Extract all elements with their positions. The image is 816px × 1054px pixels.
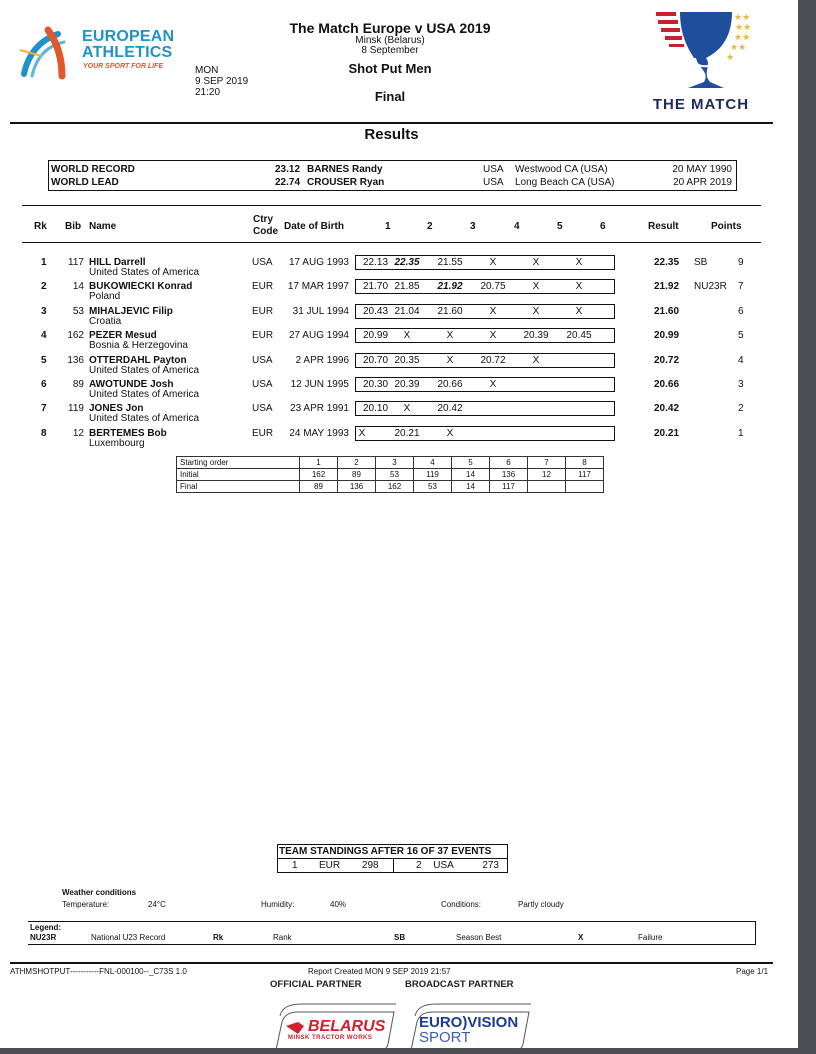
result: 20.21	[654, 427, 680, 439]
date-of-birth: 27 AUG 1994	[288, 330, 349, 342]
starting-order-table	[176, 456, 604, 493]
athlete-row	[0, 330, 798, 354]
eurovision-partner-logo	[403, 996, 533, 1050]
athlete-name: JONES Jon	[89, 403, 144, 415]
header-divider	[10, 122, 773, 124]
bib: 136	[67, 354, 84, 366]
attempt-1: 20.99	[363, 330, 389, 342]
svg-text:★: ★	[726, 53, 735, 63]
record-venue: Westwood CA (USA)	[515, 164, 608, 175]
ea-logo-line2: ATHLETICS	[82, 44, 173, 61]
team-standings-title: TEAM STANDINGS AFTER 16 OF 37 EVENTS	[278, 845, 508, 859]
team-points: 298	[348, 859, 394, 873]
col-bib: Bib	[65, 221, 82, 232]
result: 21.60	[654, 305, 680, 317]
team-standings-table	[277, 844, 508, 873]
attempt-3: 20.42	[437, 403, 463, 415]
attempt-5: X	[532, 281, 540, 293]
attempt-2: X	[403, 330, 411, 342]
rank: 1	[41, 257, 47, 268]
starting-order-header-row	[177, 457, 604, 469]
bib-cell: 136	[338, 481, 376, 493]
temperature-label: Temperature:	[62, 900, 110, 909]
points: 4	[738, 354, 744, 366]
attempt-5: X	[532, 354, 540, 366]
viewer-scrollbar[interactable]	[798, 0, 816, 1054]
record-date: 20 APR 2019	[673, 177, 732, 188]
rank: 4	[41, 330, 47, 342]
attempt-6: X	[575, 257, 583, 268]
attempt-1: 20.70	[363, 354, 389, 366]
attempt-2: 21.04	[394, 305, 420, 317]
attempt-6: 20.45	[566, 330, 592, 342]
points: 6	[738, 305, 744, 317]
order-cell: 2	[338, 457, 376, 469]
date-of-birth: 24 MAY 1993	[289, 427, 349, 439]
bib: 89	[72, 379, 84, 390]
athlete-row	[0, 281, 798, 305]
page-number: Page 1/1	[736, 967, 769, 976]
footer-divider	[10, 962, 773, 964]
attempt-3: 20.66	[437, 379, 463, 390]
col-attempt-4: 4	[514, 221, 520, 232]
eurovision-logo-text: EURO)VISION	[419, 1014, 519, 1031]
rank: 6	[41, 379, 47, 390]
venue: Minsk (Belarus)	[355, 35, 425, 46]
col-result: Result	[648, 221, 679, 232]
attempt-1: 22.13	[363, 257, 389, 268]
european-athletics-swoosh-icon	[18, 22, 82, 82]
athlete-nation: Poland	[89, 291, 121, 303]
date-of-birth: 2 APR 1996	[295, 354, 349, 366]
result: 20.42	[654, 403, 680, 415]
athlete-row	[0, 306, 798, 330]
section-title: Results	[364, 126, 419, 143]
print-day: MON	[195, 65, 219, 76]
order-cell: 7	[528, 457, 566, 469]
bib-cell: 14	[452, 481, 490, 493]
athlete-nation: United States of America	[89, 389, 200, 400]
broadcast-partner-label: BROADCAST PARTNER	[405, 979, 514, 990]
humidity-label: Humidity:	[261, 900, 295, 909]
belarus-logo-text: BELARUS	[308, 1018, 386, 1035]
bib-cell: 12	[528, 469, 566, 481]
col-attempt-3: 3	[470, 221, 476, 232]
bib: 14	[72, 281, 84, 293]
final-label: Final	[177, 481, 300, 493]
rank: 2	[41, 281, 47, 293]
trophy-icon	[640, 6, 760, 92]
temperature-value: 24°C	[148, 900, 166, 909]
country-code: USA	[252, 354, 273, 366]
attempt-1: 20.30	[363, 379, 389, 390]
attempt-4: 20.75	[480, 281, 506, 293]
result: 20.72	[654, 354, 680, 366]
attempt-2: 21.85	[394, 281, 420, 293]
points: 3	[738, 379, 744, 390]
starting-order-initial-row	[177, 469, 604, 481]
attempt-3: 21.60	[437, 305, 463, 317]
bib: 53	[72, 305, 84, 317]
bib-cell: 53	[414, 481, 452, 493]
attempt-1: 21.70	[363, 281, 389, 293]
attempt-4: X	[489, 330, 497, 342]
report-created: Report Created MON 9 SEP 2019 21:57	[308, 967, 451, 976]
legend-title: Legend:	[30, 923, 62, 932]
official-partner-label: OFFICIAL PARTNER	[270, 979, 362, 990]
team-points: 273	[466, 859, 508, 873]
attempt-3: X	[446, 330, 454, 342]
attempt-3: X	[446, 354, 454, 366]
svg-text:★★: ★★	[734, 13, 751, 23]
rank: 8	[41, 427, 47, 439]
attempt-6: X	[575, 305, 583, 317]
order-cell: 8	[566, 457, 604, 469]
rank: 5	[41, 354, 47, 366]
belarus-logo-subtext: MINSK TRACTOR WORKS	[288, 1035, 373, 1041]
legend-desc: Season Best	[456, 933, 502, 942]
athlete-row	[0, 257, 798, 281]
country-code: USA	[252, 257, 273, 268]
date-of-birth: 31 JUL 1994	[292, 305, 349, 317]
athlete-nation: Croatia	[89, 315, 122, 327]
attempt-2: 20.35	[394, 354, 420, 366]
bib-cell	[528, 481, 566, 493]
attempt-3: 21.92	[437, 281, 463, 293]
order-cell: 5	[452, 457, 490, 469]
date-of-birth: 12 JUN 1995	[290, 379, 349, 390]
legend-code: SB	[394, 933, 406, 942]
document-code: ATHMSHOTPUT-----------FNL-000100--_C73S 1.0	[10, 967, 187, 976]
bib-cell: 119	[414, 469, 452, 481]
record-row-world-lead	[49, 176, 736, 189]
team-name: EUR	[312, 859, 348, 873]
legend-desc: Failure	[638, 933, 663, 942]
country-code: EUR	[252, 330, 274, 342]
points: 1	[738, 427, 744, 439]
results-table-header	[22, 205, 761, 243]
event-name: Shot Put Men	[348, 61, 432, 76]
attempt-5: X	[532, 257, 540, 268]
athlete-name: OTTERDAHL Payton	[89, 354, 187, 366]
print-date: 9 SEP 2019	[195, 76, 249, 87]
conditions-label: Conditions:	[441, 900, 482, 909]
athlete-row	[0, 379, 798, 403]
bib-cell: 117	[490, 481, 528, 493]
attempt-1: X	[358, 427, 366, 439]
athlete-row	[0, 403, 798, 427]
bib-cell: 14	[452, 469, 490, 481]
humidity-value: 40%	[330, 900, 347, 909]
eurovision-logo-subtext: SPORT	[419, 1029, 471, 1046]
bib: 12	[72, 427, 84, 439]
attempt-2: 20.21	[394, 427, 420, 439]
svg-text:★★: ★★	[735, 23, 752, 33]
record-country: USA	[483, 177, 504, 188]
record-country: USA	[483, 164, 504, 175]
record-row-world-record	[49, 163, 736, 176]
col-ctry: Ctry	[253, 214, 274, 225]
attempt-2: 22.35	[394, 257, 420, 268]
attempt-5: 20.39	[523, 330, 549, 342]
athlete-nation: United States of America	[89, 413, 200, 425]
order-cell: 4	[414, 457, 452, 469]
legend-code: Rk	[213, 933, 224, 942]
rank: 7	[41, 403, 47, 415]
athlete-name: PEZER Mesud	[89, 330, 157, 342]
conditions-value: Partly cloudy	[518, 900, 564, 909]
ea-logo-tagline: YOUR SPORT FOR LIFE	[83, 63, 163, 70]
bib-cell: 162	[376, 481, 414, 493]
weather-title: Weather conditions	[62, 888, 137, 897]
record-mark: 22.74	[275, 177, 301, 188]
team-position: 1	[278, 859, 312, 873]
bib-cell: 89	[338, 469, 376, 481]
records-box	[48, 160, 737, 191]
athlete-row	[0, 428, 798, 452]
result: 22.35	[654, 257, 680, 268]
svg-text:★★: ★★	[734, 33, 751, 43]
col-code: Code	[253, 226, 278, 237]
country-code: USA	[252, 403, 273, 415]
bib-cell	[566, 481, 604, 493]
attempt-2: X	[403, 403, 411, 415]
date-of-birth: 17 MAR 1997	[287, 281, 349, 293]
athlete-name: MIHALJEVIC Filip	[89, 305, 173, 317]
athlete-name: BUKOWIECKI Konrad	[89, 281, 193, 293]
belarus-partner-logo	[268, 996, 398, 1050]
bib: 117	[68, 257, 84, 268]
team-position: 2	[394, 859, 422, 873]
attempt-3: 21.55	[437, 257, 463, 268]
attempt-6: X	[575, 281, 583, 293]
col-name: Name	[89, 221, 117, 232]
legend-box	[28, 921, 756, 945]
record-holder: CROUSER Ryan	[307, 177, 385, 188]
col-attempt-1: 1	[385, 221, 391, 232]
attempt-4: X	[489, 257, 497, 268]
attempt-4: 20.72	[480, 354, 506, 366]
ea-logo-line1: EUROPEAN	[82, 28, 175, 45]
country-code: EUR	[252, 427, 274, 439]
points: 9	[738, 257, 744, 268]
record-mark: 23.12	[275, 164, 301, 175]
event-date: 8 September	[361, 45, 419, 56]
result: 21.92	[654, 281, 680, 293]
order-cell: 1	[300, 457, 338, 469]
match-logo-text: THE MATCH	[652, 96, 750, 113]
print-time: 21:20	[195, 87, 221, 98]
country-code: EUR	[252, 281, 274, 293]
bib-cell: 117	[566, 469, 604, 481]
legend-code: X	[578, 933, 584, 942]
record-mark: NU23R	[694, 281, 727, 293]
points: 7	[738, 281, 744, 293]
bib: 119	[68, 403, 84, 415]
result: 20.99	[654, 330, 680, 342]
attempt-4: X	[489, 379, 497, 390]
legend-desc: National U23 Record	[91, 933, 166, 942]
bib-cell: 136	[490, 469, 528, 481]
athlete-nation: Luxembourg	[89, 437, 145, 449]
bib-cell: 89	[300, 481, 338, 493]
col-rk: Rk	[34, 221, 47, 232]
legend-code: NU23R	[30, 933, 57, 942]
col-dob: Date of Birth	[284, 221, 344, 232]
attempt-2: 20.39	[394, 379, 420, 390]
order-cell: 3	[376, 457, 414, 469]
svg-text:★★: ★★	[730, 43, 747, 53]
athlete-name: BERTEMES Bob	[89, 427, 167, 439]
record-mark: SB	[694, 257, 708, 268]
record-venue: Long Beach CA (USA)	[515, 177, 615, 188]
record-label: WORLD LEAD	[51, 177, 119, 188]
attempt-3: X	[446, 427, 454, 439]
points: 2	[738, 403, 744, 415]
points: 5	[738, 330, 744, 342]
col-attempt-2: 2	[427, 221, 433, 232]
record-date: 20 MAY 1990	[672, 164, 732, 175]
date-of-birth: 23 APR 1991	[290, 403, 349, 415]
initial-label: Initial	[177, 469, 300, 481]
col-points: Points	[711, 221, 742, 232]
athlete-nation: Bosnia & Herzegovina	[89, 340, 188, 352]
bib-cell: 53	[376, 469, 414, 481]
competition-title: The Match Europe v USA 2019	[289, 20, 491, 36]
country-code: EUR	[252, 305, 274, 317]
col-attempt-6: 6	[600, 221, 606, 232]
col-attempt-5: 5	[557, 221, 563, 232]
athlete-row	[0, 355, 798, 379]
the-match-logo	[640, 6, 760, 116]
country-code: USA	[252, 379, 273, 390]
athlete-nation: United States of America	[89, 364, 200, 376]
date-of-birth: 17 AUG 1993	[288, 257, 349, 268]
record-label: WORLD RECORD	[51, 164, 135, 175]
starting-order-label: Starting order	[177, 457, 300, 469]
team-standings-row	[278, 859, 508, 873]
athlete-nation: United States of America	[89, 267, 200, 278]
event-phase: Final	[374, 89, 406, 104]
attempt-5: X	[532, 305, 540, 317]
athlete-name: HILL Darrell	[89, 257, 146, 268]
attempt-1: 20.10	[363, 403, 389, 415]
result: 20.66	[654, 379, 680, 390]
record-holder: BARNES Randy	[307, 164, 383, 175]
athlete-name: AWOTUNDE Josh	[89, 379, 174, 390]
attempt-1: 20.43	[363, 305, 389, 317]
rank: 3	[41, 305, 47, 317]
bib-cell: 162	[300, 469, 338, 481]
attempt-4: X	[489, 305, 497, 317]
bib: 162	[67, 330, 84, 342]
legend-desc: Rank	[273, 933, 292, 942]
team-name: USA	[422, 859, 466, 873]
starting-order-final-row	[177, 481, 604, 493]
order-cell: 6	[490, 457, 528, 469]
